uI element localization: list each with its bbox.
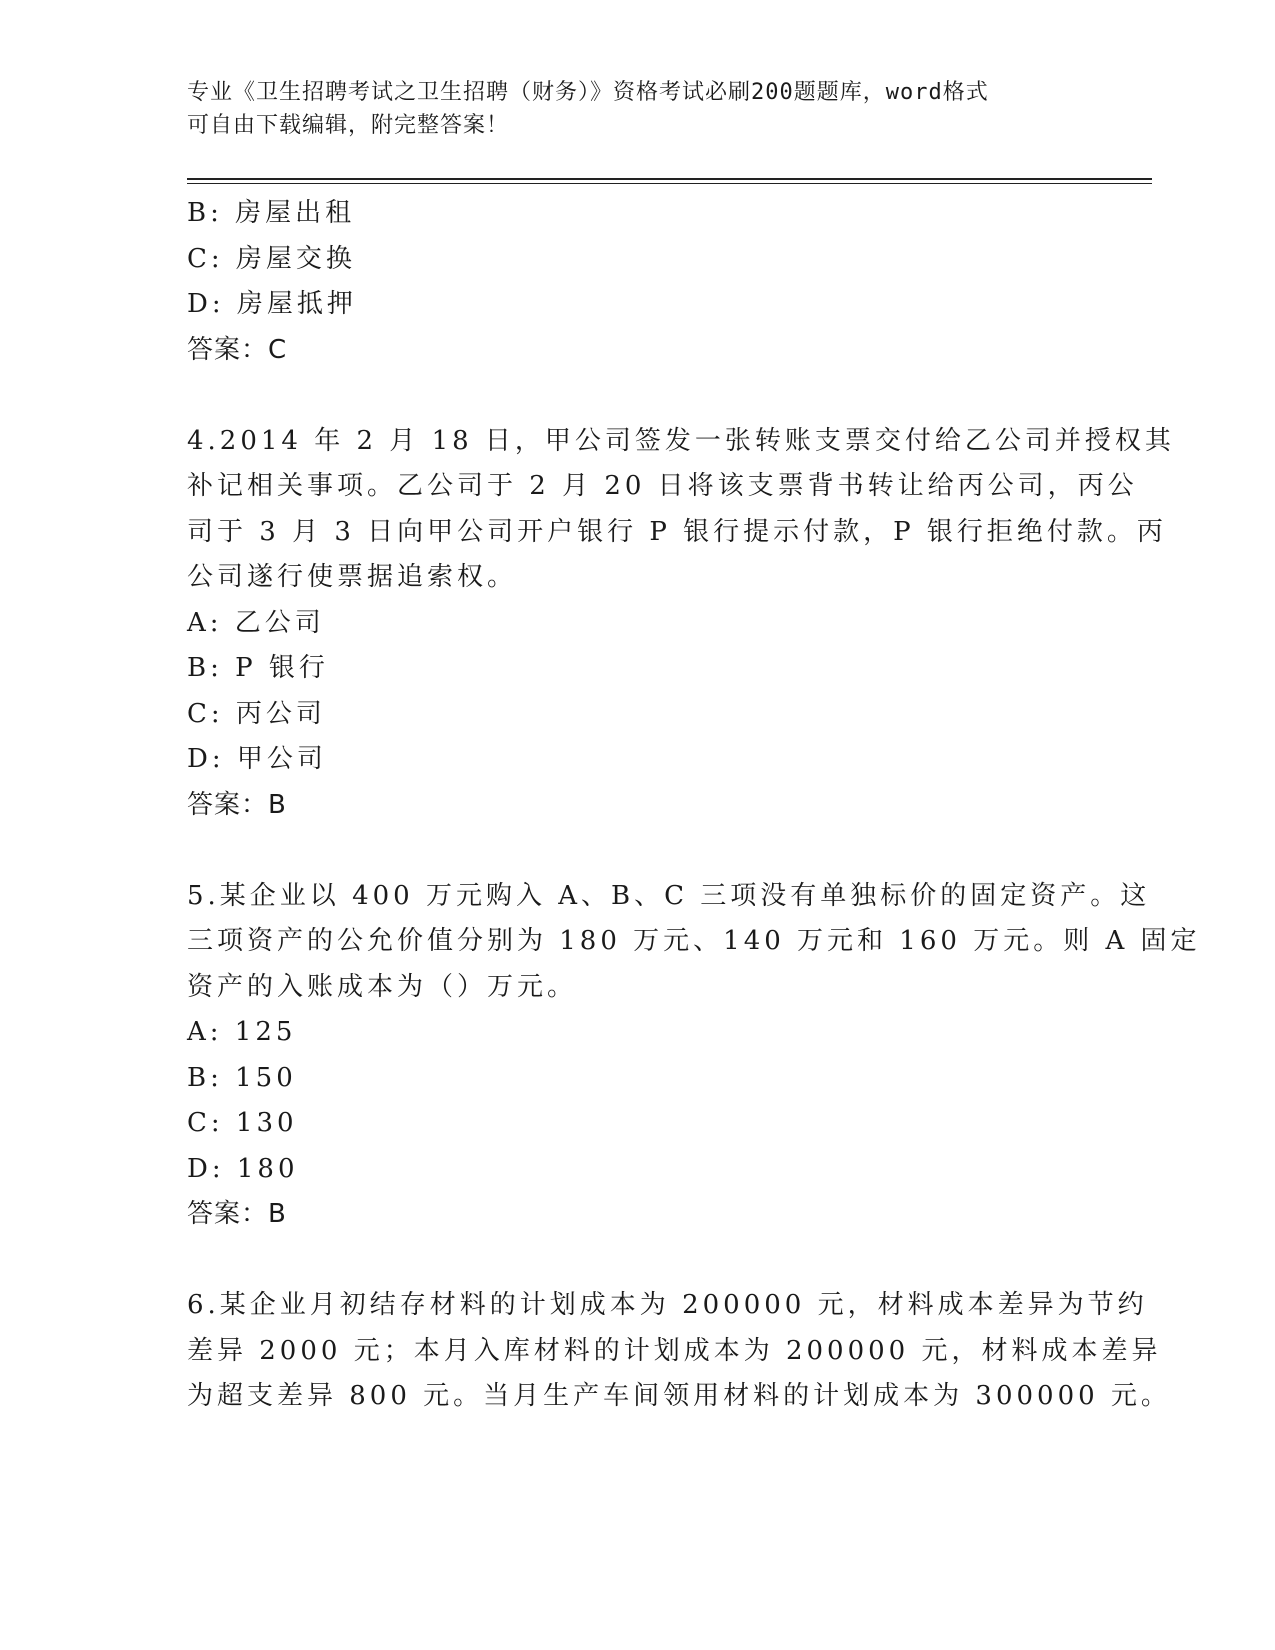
option-a: A: 乙公司: [187, 607, 325, 638]
question-list: [187, 191, 1201, 1420]
document-header: [187, 76, 1067, 142]
option-c: C: 丙公司: [187, 698, 326, 729]
header-title-line-1: 专业《卫生招聘考试之卫生招聘（财务）》资格考试必刷200题题库，word格式: [187, 80, 989, 105]
answer-line: 答案：C: [187, 334, 288, 365]
question-3: [187, 191, 1087, 373]
question-4: [187, 419, 1175, 829]
question-6: [187, 1283, 1171, 1420]
option-c: C: 130: [187, 1108, 298, 1138]
question-text-line: 资产的入账成本为（）万元。: [187, 971, 578, 1002]
header-divider-thin: [187, 183, 1152, 184]
option-d: D: 180: [187, 1153, 299, 1184]
option-d: D: 房屋抵押: [187, 289, 357, 319]
question-text-line: 三项资产的公允价值分别为 180 万元、140 万元和 160 万元。则 A 固定: [187, 926, 1201, 956]
answer-line: 答案：B: [187, 789, 287, 820]
question-gap: [187, 373, 1087, 419]
question-text-line: 为超支差异 800 元。当月生产车间领用材料的计划成本为 300000 元。: [187, 1381, 1171, 1411]
option-b: B: 房屋出租: [187, 198, 356, 228]
question-text-line: 公司遂行使票据追索权。: [187, 562, 518, 592]
question-text-line: 6.某企业月初结存材料的计划成本为 200000 元，材料成本差异为节约: [187, 1290, 1148, 1320]
option-b: B: P 银行: [187, 653, 329, 683]
header-title-line-2: 可自由下载编辑，附完整答案！: [187, 113, 510, 138]
question-gap: [187, 1238, 1087, 1284]
question-5: [187, 874, 1201, 1238]
question-text-line: 差异 2000 元；本月入库材料的计划成本为 200000 元，材料成本差异: [187, 1335, 1162, 1366]
question-text-line: 5.某企业以 400 万元购入 A、B、C 三项没有单独标价的固定资产。这: [187, 880, 1151, 911]
question-gap: [187, 828, 1087, 874]
question-text-line: 4.2014 年 2 月 18 日，甲公司签发一张转账支票交付给乙公司并授权其: [187, 425, 1175, 456]
question-text-line: 补记相关事项。乙公司于 2 月 20 日将该支票背书转让给丙公司，丙公: [187, 471, 1138, 501]
question-text-line: 司于 3 月 3 日向甲公司开户银行 P 银行提示付款，P 银行拒绝付款。丙: [187, 516, 1167, 547]
option-b: B: 150: [187, 1062, 297, 1093]
option-c: C: 房屋交换: [187, 243, 356, 274]
option-d: D: 甲公司: [187, 744, 327, 774]
header-divider-thick: [187, 178, 1152, 180]
answer-line: 答案：B: [187, 1199, 287, 1229]
option-a: A: 125: [187, 1017, 297, 1047]
